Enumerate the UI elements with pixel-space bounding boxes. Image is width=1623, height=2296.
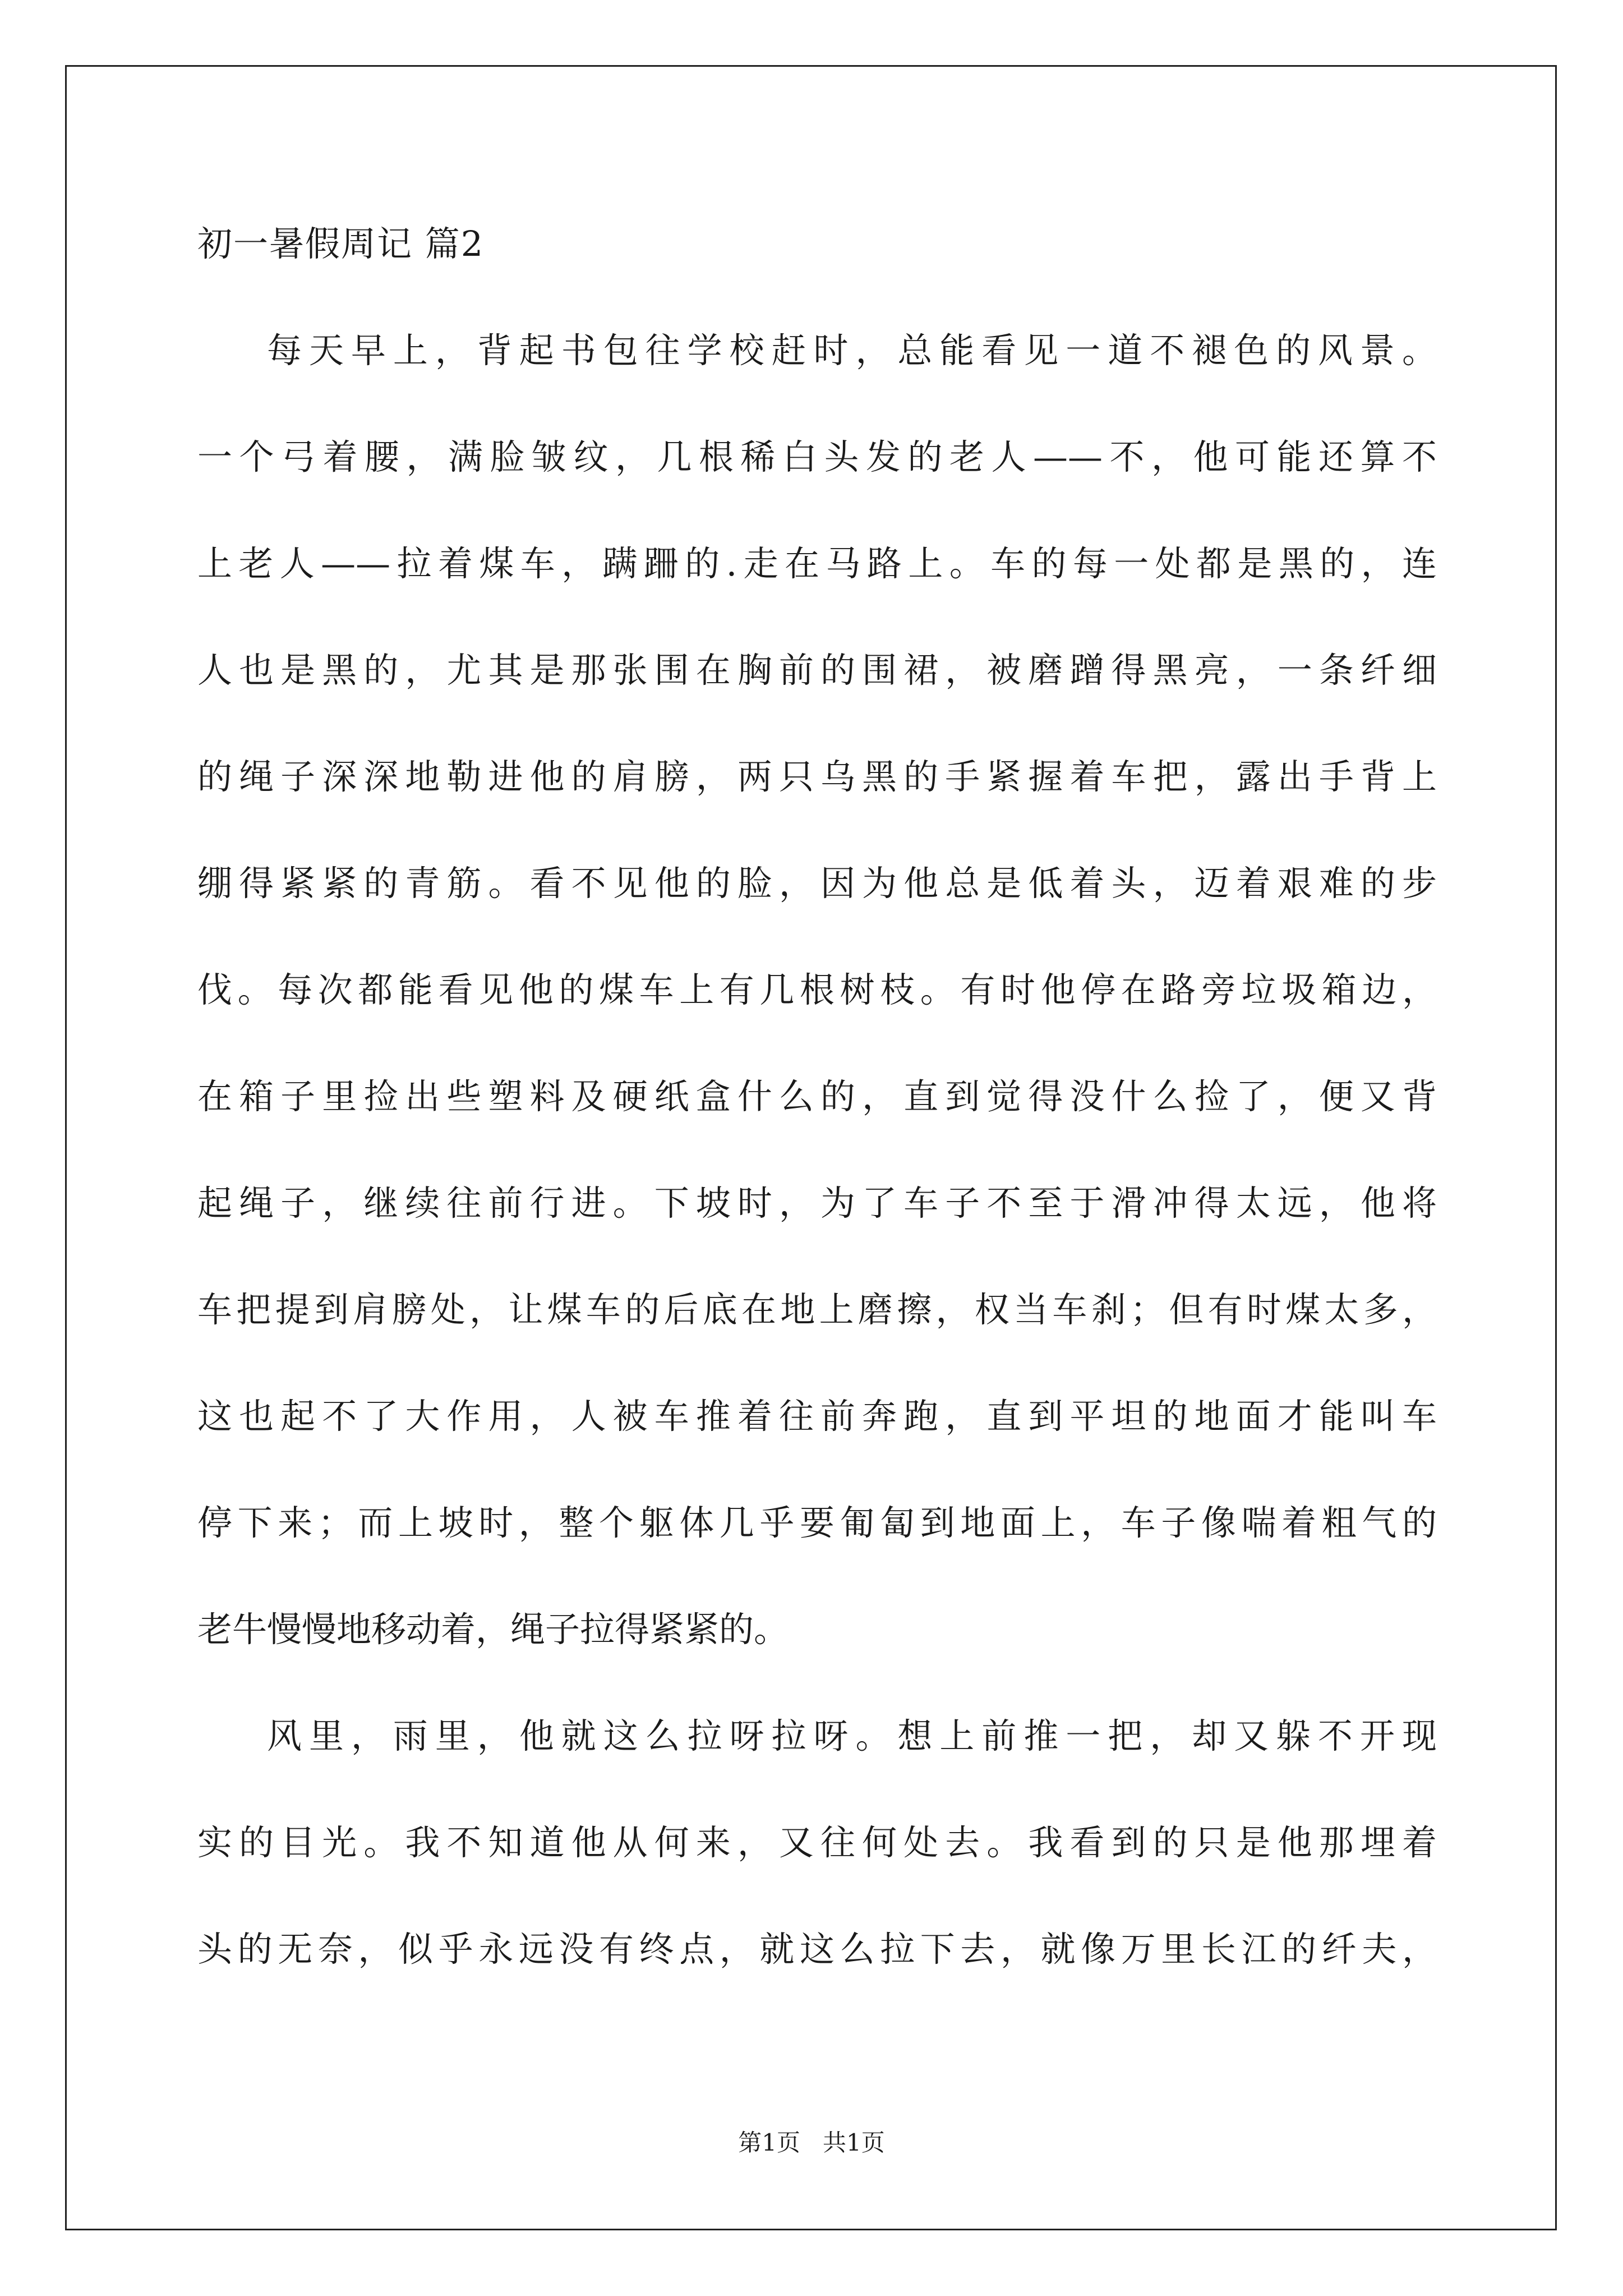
text-line: 这也起不了大作用，人被车推着往前奔跑，直到平坦的地面才能叫车 <box>197 1396 1437 1437</box>
document-body <box>197 222 1437 2033</box>
page-number: 第1页 <box>738 2129 800 2156</box>
document-heading: 初一暑假周记 篇2 <box>197 223 485 264</box>
page-total: 共1页 <box>823 2129 885 2156</box>
text-line: 伐。每次都能看见他的煤车上有几根树枝。有时他停在路旁垃圾箱边， <box>197 969 1437 1010</box>
paragraph-1 <box>197 328 1437 1714</box>
text-line: 停下来；而上坡时，整个躯体几乎要匍匐到地面上，车子像喘着粗气的 <box>197 1502 1437 1543</box>
text-line: 实的目光。我不知道他从何来，又往何处去。我看到的只是他那埋着 <box>197 1822 1437 1863</box>
text-line: 一个弓着腰，满脸皱纹，几根稀白头发的老人——不，他可能还算不 <box>197 436 1437 477</box>
text-line: 人也是黑的，尤其是那张围在胸前的围裙，被磨蹭得黑亮，一条纤细 <box>197 650 1437 691</box>
text-line: 在箱子里捡出些塑料及硬纸盒什么的，直到觉得没什么捡了，便又背 <box>197 1076 1437 1117</box>
text-line: 老牛慢慢地移动着，绳子拉得紧紧的。 <box>197 1609 789 1650</box>
text-line: 头的无奈，似乎永远没有终点，就这么拉下去，就像万里长江的纤夫， <box>197 1929 1437 1970</box>
text-line: 起绳子，继续往前行进。下坡时，为了车子不至于滑冲得太远，他将 <box>197 1182 1437 1223</box>
page-footer <box>0 2129 1623 2157</box>
text-line: 车把提到肩膀处，让煤车的后底在地上磨擦，权当车刹；但有时煤太多， <box>197 1289 1437 1330</box>
text-line: 风里，雨里，他就这么拉呀拉呀。想上前推一把，却又躲不开现 <box>267 1715 1437 1756</box>
text-line: 的绳子深深地勒进他的肩膀，两只乌黑的手紧握着车把，露出手背上 <box>197 756 1437 797</box>
paragraph-2 <box>197 1714 1437 2033</box>
text-line: 绷得紧紧的青筋。看不见他的脸，因为他总是低着头，迈着艰难的步 <box>197 863 1437 904</box>
text-line: 每天早上，背起书包往学校赶时，总能看见一道不褪色的风景。 <box>267 330 1437 371</box>
text-line: 上老人——拉着煤车，蹒跚的.走在马路上。车的每一处都是黑的，连 <box>197 543 1437 584</box>
